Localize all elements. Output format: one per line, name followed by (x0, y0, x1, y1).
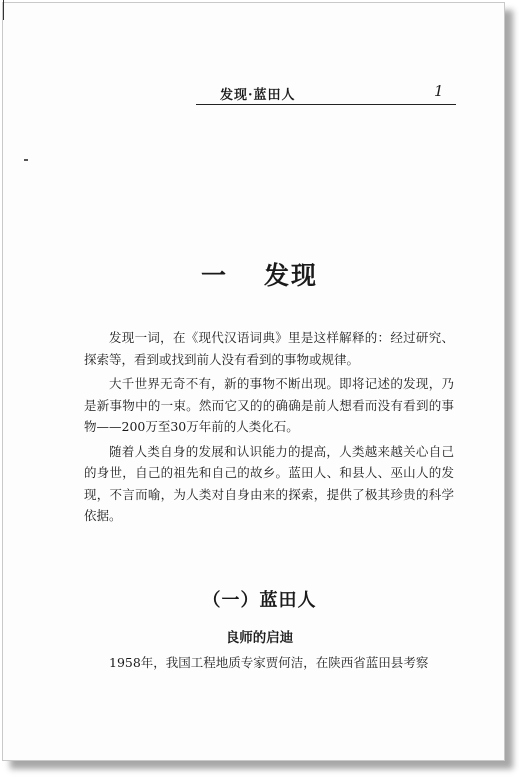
chapter-body (84, 327, 454, 530)
scan-dot-mark (24, 159, 28, 161)
section-paragraph: 1958年，我国工程地质专家贾何洁，在陕西省蓝田县考察 (109, 655, 429, 670)
paragraph-1: 发现一词，在《现代汉语词典》里是这样解释的：经过研究、探索等，看到或找到前人没有看到的事物或规律。 (84, 330, 454, 367)
chapter-name: 发现 (264, 261, 319, 290)
chapter-title (0, 256, 519, 292)
page-number: 1 (434, 82, 444, 100)
header-rule (196, 104, 456, 105)
paragraph-2: 大千世界无奇不有，新的事物不断出现。即将记述的发现，乃是新事物中的一束。然而它又的的确确是前人想看而没有看到的事物——200万至30万年前的人类化石。 (84, 376, 454, 434)
section-subtitle: 良师的启迪 (225, 630, 294, 646)
section-body (84, 652, 454, 674)
running-head-title: 发现·蓝田人 (220, 88, 296, 103)
chapter-number: 一 (200, 261, 228, 290)
scan-edge-mark (3, 0, 4, 20)
paragraph-3: 随着人类自身的发展和认识能力的提高，人类越来越关心自己的身世，自己的祖先和自己的故乡。蓝田人、和县人、巫山人的发现，不言而喻，为人类对自身由来的探索，提供了极其珍贵的科学依据。 (84, 443, 454, 523)
section-title: （一）蓝田人 (202, 590, 317, 611)
